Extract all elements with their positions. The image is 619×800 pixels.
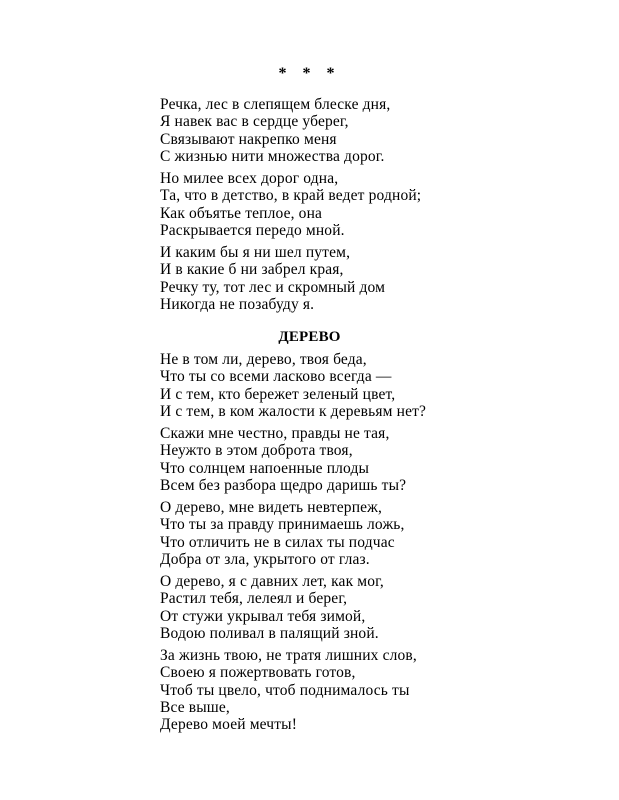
poem-line: Но милее всех дорог одна,: [160, 170, 339, 187]
poem1-stanza-2: [160, 170, 421, 239]
poem-line: Чтоб ты цвело, чтоб поднималось ты: [160, 681, 410, 699]
poem-line: Речка, лес в слепящем блеске дня,: [160, 96, 391, 113]
poem-line: Растил тебя, лелеял и берег,: [160, 590, 348, 608]
poem-line: Что солнцем напоенные плоды: [160, 459, 370, 477]
poem-line: Я навек вас в сердце уберег,: [160, 113, 349, 131]
poem-line: Своею я пожертвовать готов,: [160, 664, 356, 682]
poem1-stanza-1: [160, 96, 390, 165]
poem-line: Никогда не позабуду я.: [160, 295, 315, 313]
poem-line: Добра от зла, укрытого от глаз.: [160, 550, 370, 568]
poem-line: Неужто в этом доброта твоя,: [160, 442, 353, 460]
poem-line: И в какие б ни забрел края,: [160, 261, 344, 279]
poem-line: Всем без разбора щедро даришь ты?: [160, 476, 407, 494]
poem-line: Раскрывается передо мной.: [160, 221, 345, 239]
poem2-stanza-1: [160, 351, 426, 420]
poem2-stanza-3: [160, 499, 405, 568]
poem-line: Дерево моей мечты!: [160, 716, 298, 734]
poem-line: Речку ту, тот лес и скромный дом: [160, 278, 386, 296]
poem-line: Водою поливал в палящий зной.: [160, 624, 379, 642]
poem-line: Что ты за правду принимаешь ложь,: [160, 516, 405, 534]
poem-line: О дерево, мне видеть невтерпеж,: [160, 499, 383, 516]
poem-line: Не в том ли, дерево, твоя беда,: [160, 351, 367, 368]
poem-line: Как объятье теплое, она: [160, 204, 323, 222]
poem-title: ДЕРЕВО: [278, 329, 341, 345]
poem-line: И с тем, кто бережет зеленый цвет,: [160, 385, 396, 403]
poem-line: И каким бы я ни шел путем,: [160, 244, 351, 261]
poem2-stanza-5: [160, 647, 417, 733]
poem-line: Что ты со всеми ласково всегда —: [160, 368, 392, 386]
poem-line: С жизнью нити множества дорог.: [160, 147, 385, 165]
poem-line: Скажи мне честно, правды не тая,: [160, 425, 390, 442]
poem-line: Связывают накрепко меня: [160, 130, 337, 148]
poem-line: От стужи укрывал тебя зимой,: [160, 607, 366, 625]
poem-line: О дерево, я с давних лет, как мог,: [160, 573, 384, 590]
poem-line: Та, что в детство, в край ведет родной;: [160, 187, 422, 205]
poem1-stanza-3: [160, 244, 385, 313]
poem-line: За жизнь твою, не тратя лишних слов,: [160, 647, 417, 664]
poem-line: Что отличить не в силах ты подчас: [160, 533, 395, 551]
poem-line: Все выше,: [160, 698, 230, 716]
poem2-stanza-4: [160, 573, 384, 642]
poem2-stanza-2: [160, 425, 406, 494]
poem-separator-asterisks: * * *: [278, 65, 341, 82]
poem-line: И с тем, в ком жалости к деревьям нет?: [160, 402, 427, 420]
